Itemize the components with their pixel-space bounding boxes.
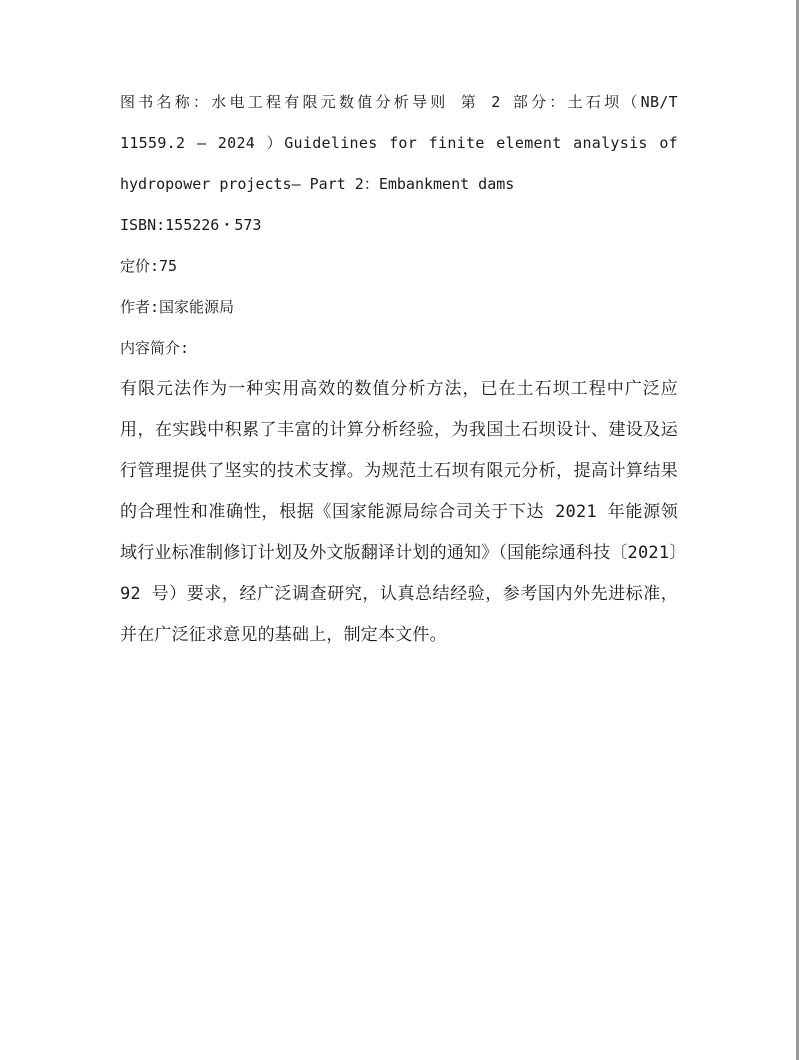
book-info: [120, 82, 678, 656]
book-title-line-2: 11559.2 — 2024 ）Guidelines for finite element analysis of: [120, 134, 678, 152]
summary-text: 有限元法作为一种实用高效的数值分析方法，已在土石坝工程中广泛应用，在实践中积累了丰富的计算分析经验，为我国土石坝设计、建设及运行管理提供了坚实的技术支撑。为规范土石坝有限元分析，提高计算结果的合理性和准确性，根据《国家能源局综合司关于下达 2021 年能源领域行业标准制修订计划及外文版翻译计划的通知》（国能综通科技〔2021〕92 号）要求，经广泛调查研究，认真总结经验，参考国内外先进标准，并在广泛征求意见的基础上，制定本文件。: [120, 379, 678, 645]
summary-heading: 内容简介:: [120, 339, 190, 357]
book-title-line-1: 图书名称：水电工程有限元数值分析导则 第 2 部分：土石坝（NB/T: [120, 93, 678, 111]
author: 作者:国家能源局: [120, 298, 235, 316]
price: 定价:75: [120, 257, 178, 275]
isbn: ISBN:155226・573: [120, 216, 262, 234]
book-title-line-3: hydropower projects— Part 2：Embankment dams: [120, 175, 515, 193]
